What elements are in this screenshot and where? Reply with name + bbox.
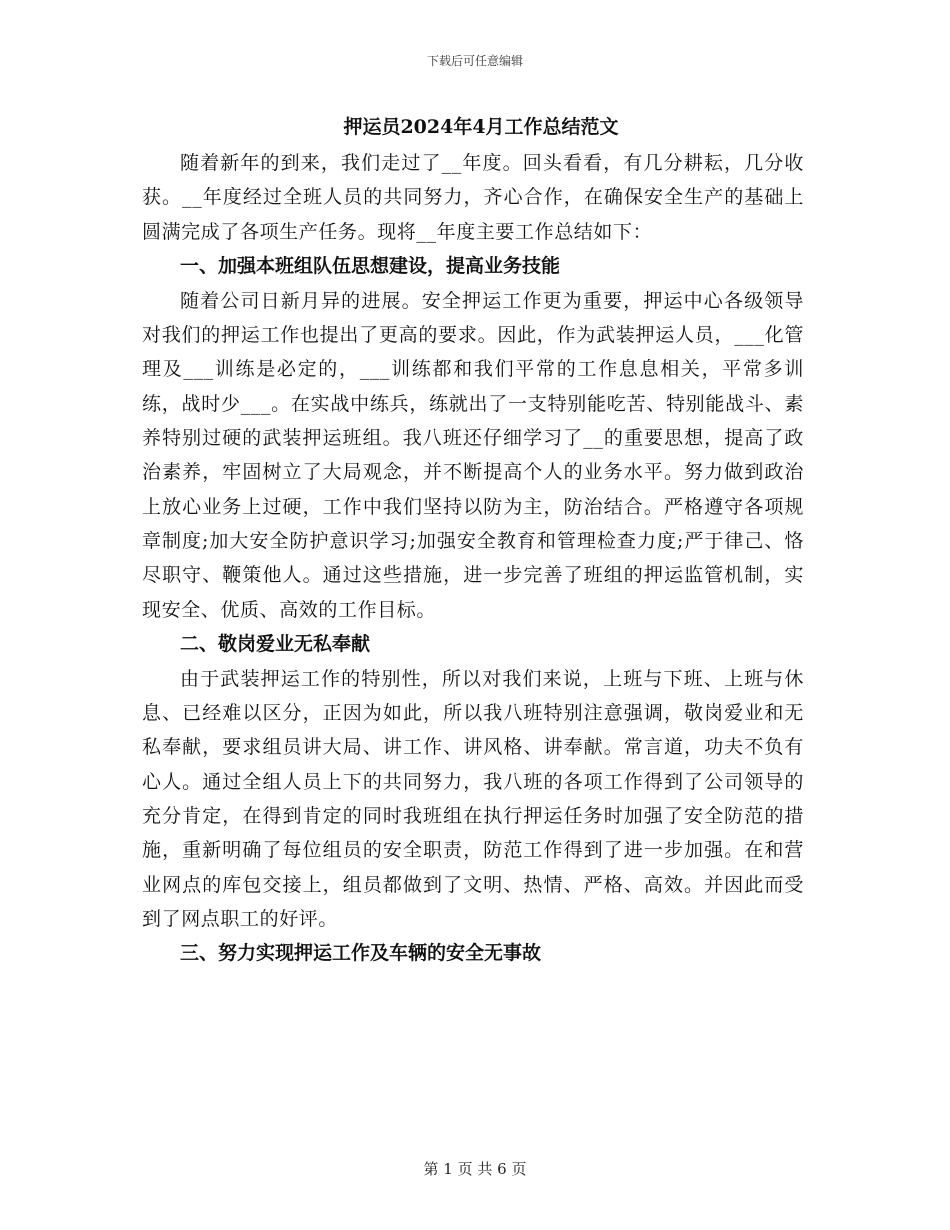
section-heading-3: 三、努力实现押运工作及车辆的安全无事故	[180, 942, 542, 965]
document-title: 押运员2024年4月工作总结范文	[343, 116, 619, 138]
section-heading-1: 一、加强本班组队伍思想建设，提高业务技能	[180, 254, 561, 277]
section-heading-2: 二、敬岗爱业无私奉献	[180, 632, 371, 655]
intro-paragraph: 随着新年的到来，我们走过了__年度。回头看看，有几分耕耘，几分收获。__年度经过全班人员的共同努力，齐心合作，在确保安全生产的基础上圆满完成了各项生产任务。现将__年度主要工作总结如下：	[142, 152, 804, 243]
header-note: 下载后可任意编辑	[426, 54, 523, 68]
section-paragraph-1: 随着公司日新月异的进展。安全押运工作更为重要，押运中心各级领导对我们的押运工作也提出了更高的要求。因此，作为武装押运人员，___化管理及___训练是必定的，___训练都和我们平常的工作息息相关，平常多训练，战时少___。在实战中练兵，练就出了一支特别能吃苦、特别能战斗、素养特别过硬的武装押运班组。我八班还仔细学习了__的重要思想，提高了政治素养，牢固树立了大局观念，并不断提高个人的业务水平。努力做到政治上放心业务上过硬，工作中我们坚持以防为主，防治结合。严格遵守各项规章制度;加大安全防护意识学习;加强安全教育和管理检查力度;严于律己、恪尽职守、鞭策他人。通过这些措施，进一步完善了班组的押运监管机制，实现安全、优质、高效的工作目标。	[142, 289, 804, 621]
section-paragraph-2: 由于武装押运工作的特别性，所以对我们来说，上班与下班、上班与休息、已经难以区分，正因为如此，所以我八班特别注意强调，敬岗爱业和无私奉献，要求组员讲大局、讲工作、讲风格、讲奉献。常言道，功夫不负有心人。通过全组人员上下的共同努力，我八班的各项工作得到了公司领导的充分肯定，在得到肯定的同时我班组在执行押运任务时加强了安全防范的措施，重新明确了每位组员的安全职责，防范工作得到了进一步加强。在和营业网点的库包交接上，组员都做到了文明、热情、严格、高效。并因此而受到了网点职工的好评。	[142, 667, 804, 930]
document-body	[142, 108, 804, 971]
page-footer: 第 1 页 共 6 页	[423, 1160, 527, 1178]
